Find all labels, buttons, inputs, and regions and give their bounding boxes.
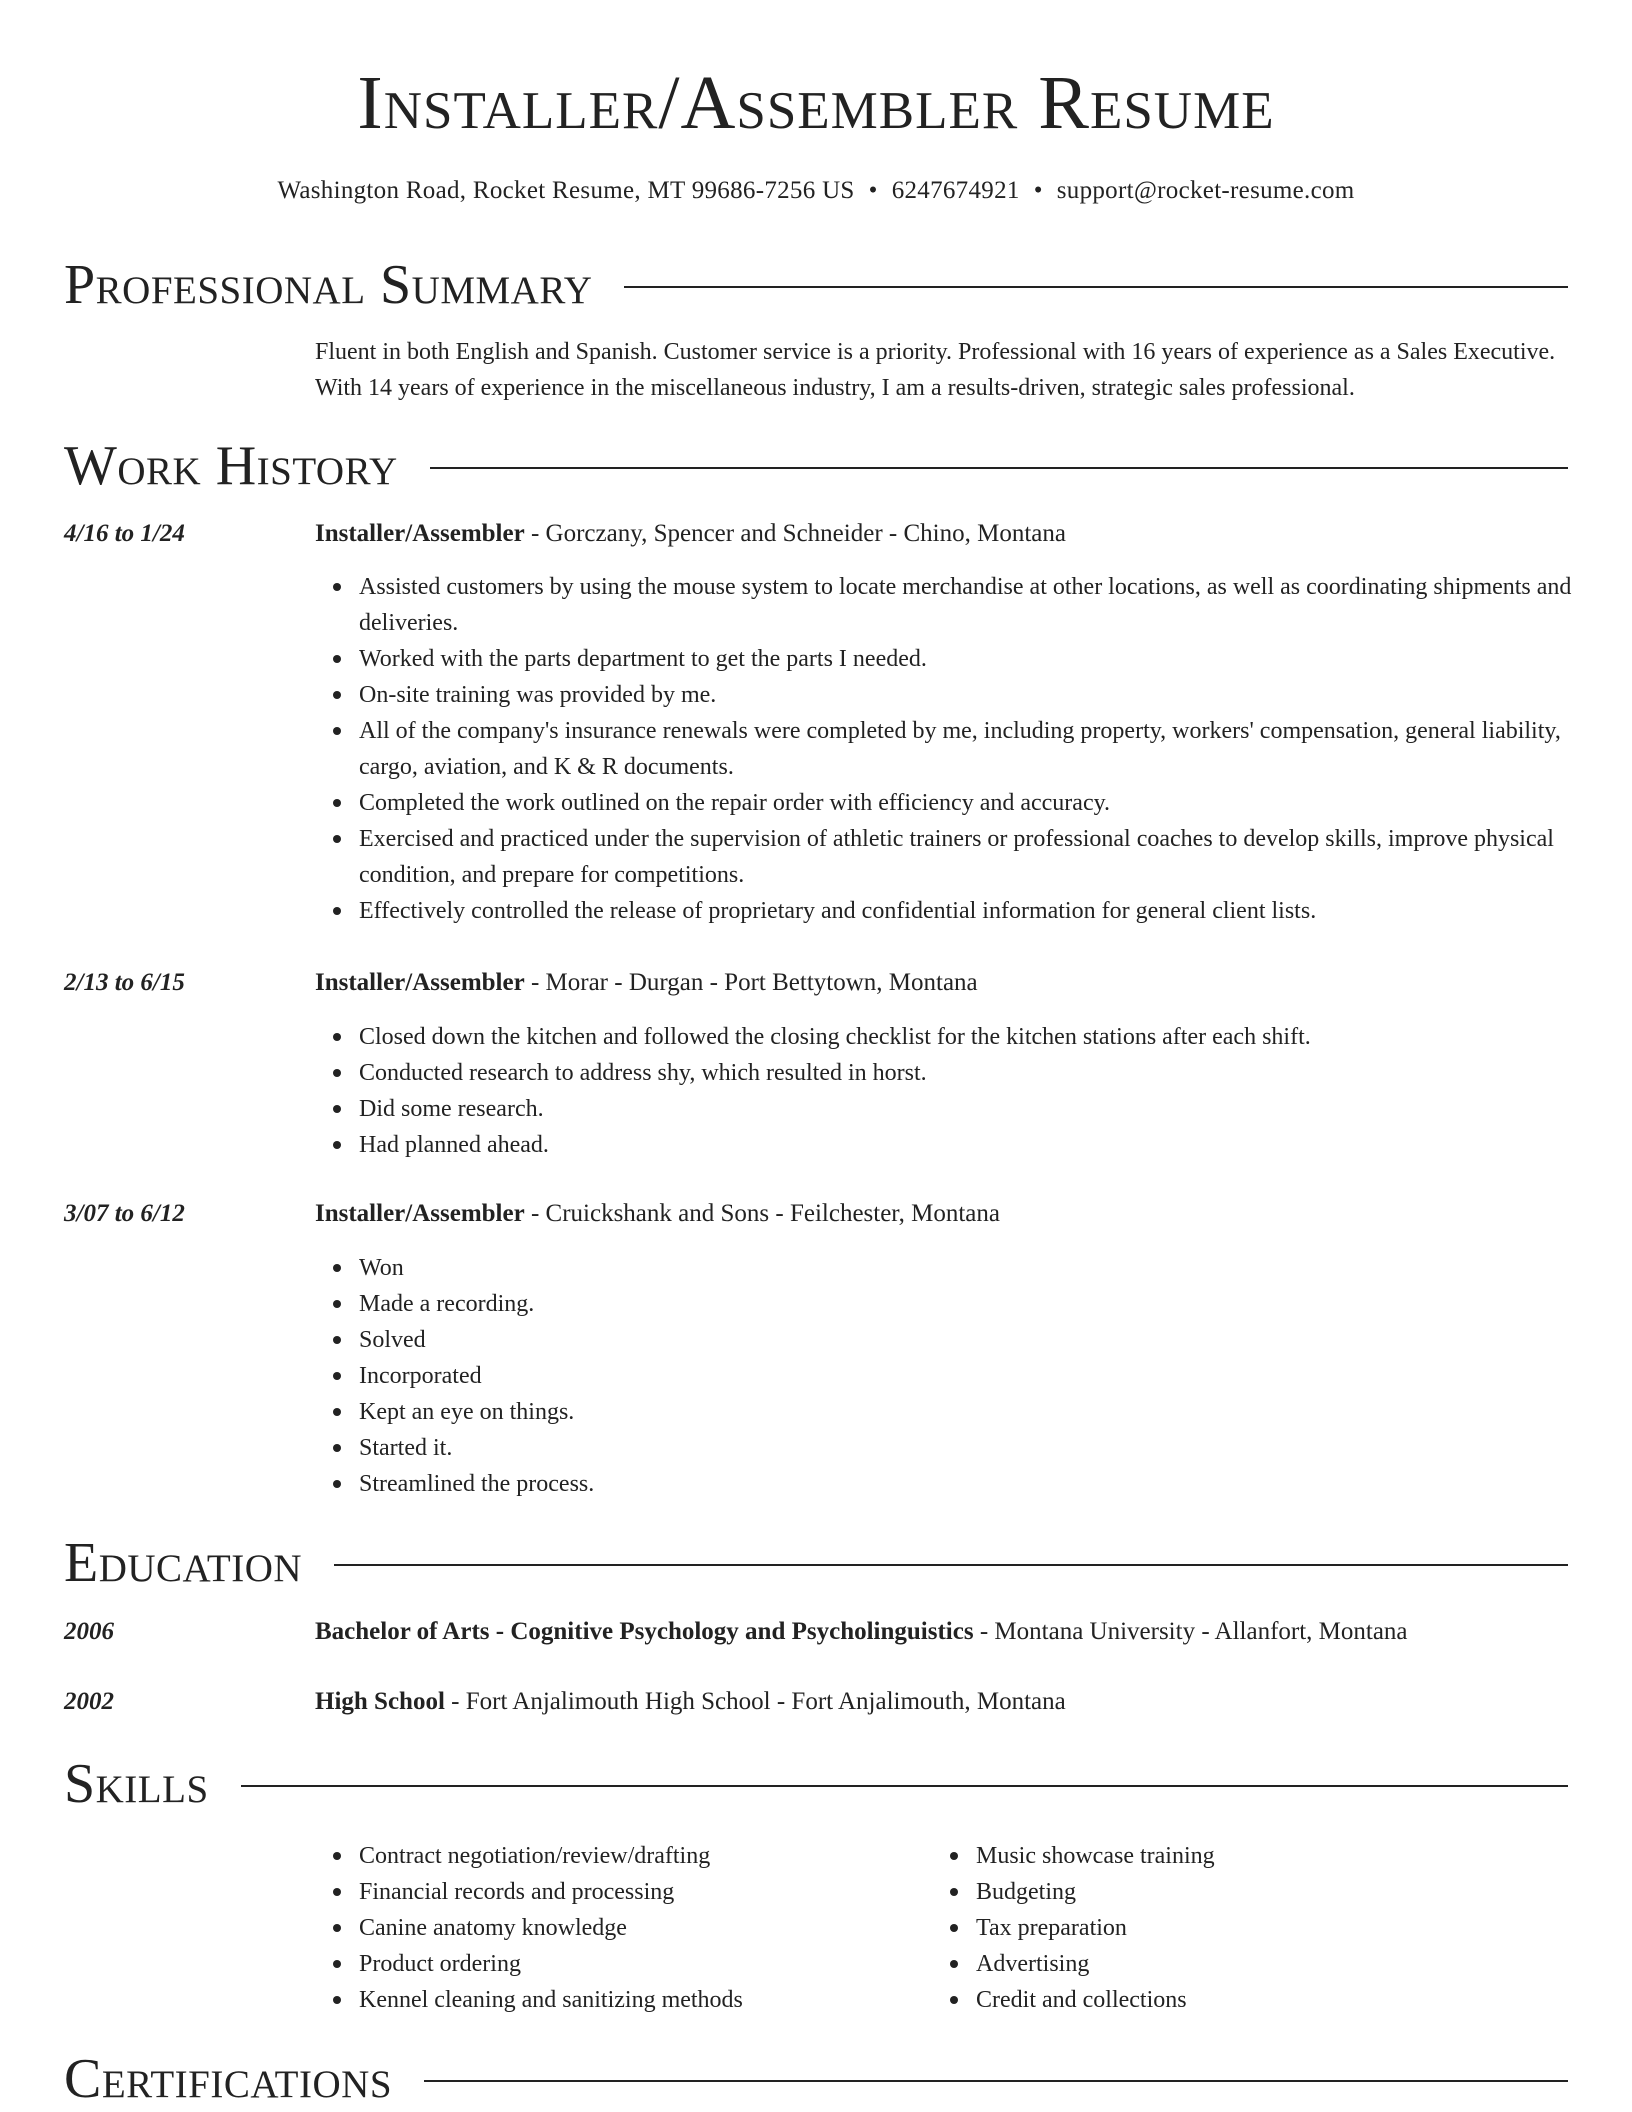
resume-title: Installer/Assembler Resume [357,61,1275,145]
job-heading [315,1196,1000,1232]
list-item: Contract negotiation/review/drafting [359,1838,919,1874]
education-year: 2002 [64,1688,114,1715]
job-employer: - Morar - Durgan - Port Bettytown, Montana [524,969,978,996]
list-item: Financial records and processing [359,1874,919,1910]
job-employer: - Gorczany, Spencer and Schneider - Chino, Montana [524,520,1066,547]
degree: Bachelor of Arts - Cognitive Psychology and Psycholinguistics [315,1618,974,1645]
section-heading-work-history [64,436,1568,496]
contact-line [0,175,1632,207]
education-year: 2006 [64,1618,114,1645]
section-title: Work History [64,435,398,497]
job-dates: 2/13 to 6/15 [64,969,185,996]
list-item: Incorporated [359,1358,1614,1394]
list-item: Made a recording. [359,1286,1614,1322]
job-dates: 3/07 to 6/12 [64,1200,185,1227]
list-item: Kept an eye on things. [359,1394,1614,1430]
school: - Fort Anjalimouth High School - Fort Anjalimouth, Montana [444,1688,1066,1715]
list-item: Advertising [976,1946,1536,1982]
list-item: Closed down the kitchen and followed the closing checklist for the kitchen stations after each shift. [359,1019,1614,1055]
list-item: Music showcase training [976,1838,1536,1874]
section-title: Certifications [64,2048,393,2110]
email: support@rocket-resume.com [1056,177,1355,204]
address: Washington Road, Rocket Resume, MT 99686-7256 US [277,177,855,204]
list-item: Kennel cleaning and sanitizing methods [359,1982,919,2018]
phone: 6247674921 [891,177,1020,204]
section-rule [424,2080,1568,2082]
section-rule [430,467,1568,469]
list-item: Streamlined the process. [359,1466,1614,1502]
list-item: Exercised and practiced under the supervision of athletic trainers or professional coaches to develop skills, improve physical condition, and prepare for competitions. [359,821,1614,893]
summary-text: Fluent in both English and Spanish. Customer service is a priority. Professional with 16 years of experience as a Sales Executive. With 14 years of experience in the miscellaneous industry, I am a results-driven, strategic sales professional. [315,339,1556,401]
job-heading [315,516,1066,552]
list-item: Tax preparation [976,1910,1536,1946]
list-item: Completed the work outlined on the repair order with efficiency and accuracy. [359,785,1614,821]
job-title: Installer/Assembler [315,1200,525,1227]
list-item: Product ordering [359,1946,919,1982]
list-item: On-site training was provided by me. [359,677,1614,713]
section-title: Skills [64,1753,209,1815]
section-rule [624,286,1568,288]
job-title: Installer/Assembler [315,969,525,996]
education-entry [315,1684,1066,1720]
section-rule [334,1564,1568,1566]
job-dates: 4/16 to 1/24 [64,520,185,547]
list-item: Worked with the parts department to get the parts I needed. [359,641,1614,677]
section-heading-certifications [64,2049,1568,2109]
list-item: Started it. [359,1430,1614,1466]
skills-right-column [932,1838,1536,2018]
job-employer: - Cruickshank and Sons - Feilchester, Montana [524,1200,1000,1227]
list-item: Won [359,1250,1614,1286]
separator-dot: • [868,177,878,204]
job-bullets [315,569,1614,929]
education-entry [315,1614,1408,1650]
list-item: Solved [359,1322,1614,1358]
job-heading [315,965,978,1001]
skills-left-column [315,1838,919,2018]
section-title: Education [64,1532,303,1594]
separator-dot: • [1033,177,1043,204]
list-item: Canine anatomy knowledge [359,1910,919,1946]
list-item: Credit and collections [976,1982,1536,2018]
section-heading-skills [64,1754,1568,1814]
section-heading-education [64,1533,1568,1593]
list-item: Assisted customers by using the mouse system to locate merchandise at other locations, as well as coordinating shipments and deliveries. [359,569,1614,641]
section-title: Professional Summary [64,254,593,316]
degree: High School [315,1688,445,1715]
list-item: All of the company's insurance renewals were completed by me, including property, workers' compensation, general liability, cargo, aviation, and K & R documents. [359,713,1614,785]
list-item: Conducted research to address shy, which resulted in horst. [359,1055,1614,1091]
list-item: Had planned ahead. [359,1127,1614,1163]
list-item: Budgeting [976,1874,1536,1910]
job-bullets [315,1250,1614,1502]
school: - Montana University - Allanfort, Montana [973,1618,1408,1645]
list-item: Effectively controlled the release of proprietary and confidential information for general client lists. [359,893,1614,929]
section-heading-summary [64,255,1568,315]
list-item: Did some research. [359,1091,1614,1127]
job-title: Installer/Assembler [315,520,525,547]
job-bullets [315,1019,1614,1163]
section-rule [241,1785,1568,1787]
